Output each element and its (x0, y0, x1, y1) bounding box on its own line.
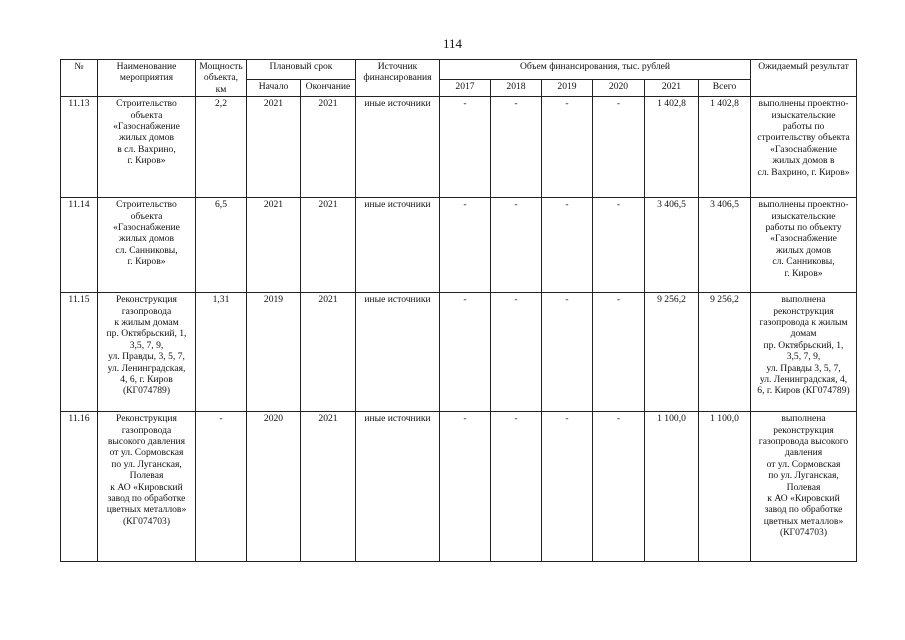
row-2020: - (593, 412, 645, 562)
header-num: № (61, 60, 98, 97)
row-capacity: 1,31 (196, 293, 247, 412)
row-result: выполнена реконструкция газопровода к жилым домам пр. Октябрьский, 1, 3,5, 7, 9, ул. Правды 3, 5, 7, ул. Ленинградская, 4, 6, г. Киров (КГ074789) (751, 293, 857, 412)
header-row (61, 60, 857, 80)
row-start: 2021 (247, 198, 301, 293)
row-2018: - (491, 198, 542, 293)
row-start: 2021 (247, 97, 301, 198)
row-2021: 9 256,2 (645, 293, 699, 412)
header-start: Начало (247, 80, 301, 97)
table-row (61, 412, 857, 562)
header-year-2019: 2019 (542, 80, 593, 97)
row-2021: 1 402,8 (645, 97, 699, 198)
row-2019: - (542, 97, 593, 198)
row-name: Реконструкция газопровода высокого давления от ул. Сормовская по ул. Луганская, Полевая к АО «Кировский завод по обработке цветных металлов» (КГ074703) (98, 412, 196, 562)
row-result: выполнена реконструкция газопровода высокого давления от ул. Сормовская по ул. Луганская, Полевая к АО «Кировский завод по обработке цветных металлов» (КГ074703) (751, 412, 857, 562)
row-num: 11.14 (61, 198, 98, 293)
header-result: Ожидаемый результат (751, 60, 857, 97)
row-2020: - (593, 198, 645, 293)
row-start: 2019 (247, 293, 301, 412)
header-funding: Объем финансирования, тыс. рублей (440, 60, 751, 80)
header-capacity: Мощность объекта, км (196, 60, 247, 97)
row-source: иные источники (356, 293, 440, 412)
row-2018: - (491, 293, 542, 412)
row-source: иные источники (356, 97, 440, 198)
header-end: Окончание (301, 80, 356, 97)
row-2017: - (440, 97, 491, 198)
row-2021: 3 406,5 (645, 198, 699, 293)
row-capacity: - (196, 412, 247, 562)
row-source: иные источники (356, 412, 440, 562)
row-capacity: 6,5 (196, 198, 247, 293)
funding-table (60, 59, 857, 562)
row-total: 1 402,8 (699, 97, 751, 198)
row-name: Строительство объекта «Газоснабжение жилых домов сл. Санниковы, г. Киров» (98, 198, 196, 293)
row-result: выполнены проектно- изыскательские работы по объекту «Газоснабжение жилых домов сл. Санниковы, г. Киров» (751, 198, 857, 293)
row-end: 2021 (301, 97, 356, 198)
row-2018: - (491, 412, 542, 562)
header-year-2021: 2021 (645, 80, 699, 97)
row-2019: - (542, 412, 593, 562)
row-name: Строительство объекта «Газоснабжение жилых домов в сл. Вахрино, г. Киров» (98, 97, 196, 198)
row-2019: - (542, 198, 593, 293)
row-end: 2021 (301, 293, 356, 412)
row-2018: - (491, 97, 542, 198)
header-source: Источник финансирования (356, 60, 440, 97)
row-name: Реконструкция газопровода к жилым домам пр. Октябрьский, 1, 3,5, 7, 9, ул. Правды, 3, 5, 7, ул. Ленинградская, 4, 6, г. Киров (КГ074789) (98, 293, 196, 412)
row-end: 2021 (301, 198, 356, 293)
header-year-2020: 2020 (593, 80, 645, 97)
row-start: 2020 (247, 412, 301, 562)
table-row (61, 97, 857, 198)
row-total: 9 256,2 (699, 293, 751, 412)
header-total: Всего (699, 80, 751, 97)
row-2017: - (440, 293, 491, 412)
row-2020: - (593, 97, 645, 198)
row-2020: - (593, 293, 645, 412)
row-2019: - (542, 293, 593, 412)
row-end: 2021 (301, 412, 356, 562)
page-number: 114 (442, 36, 463, 51)
row-2017: - (440, 412, 491, 562)
header-year-2018: 2018 (491, 80, 542, 97)
table-row (61, 198, 857, 293)
row-total: 3 406,5 (699, 198, 751, 293)
row-result: выполнены проектно- изыскательские работы по строительству объекта «Газоснабжение жилых домов в сл. Вахрино, г. Киров» (751, 97, 857, 198)
row-num: 11.13 (61, 97, 98, 198)
header-name: Наименование мероприятия (98, 60, 196, 97)
row-num: 11.15 (61, 293, 98, 412)
row-num: 11.16 (61, 412, 98, 562)
row-2017: - (440, 198, 491, 293)
header-period: Плановый срок (247, 60, 356, 80)
row-2021: 1 100,0 (645, 412, 699, 562)
table-row (61, 293, 857, 412)
row-capacity: 2,2 (196, 97, 247, 198)
header-year-2017: 2017 (440, 80, 491, 97)
row-source: иные источники (356, 198, 440, 293)
row-total: 1 100,0 (699, 412, 751, 562)
